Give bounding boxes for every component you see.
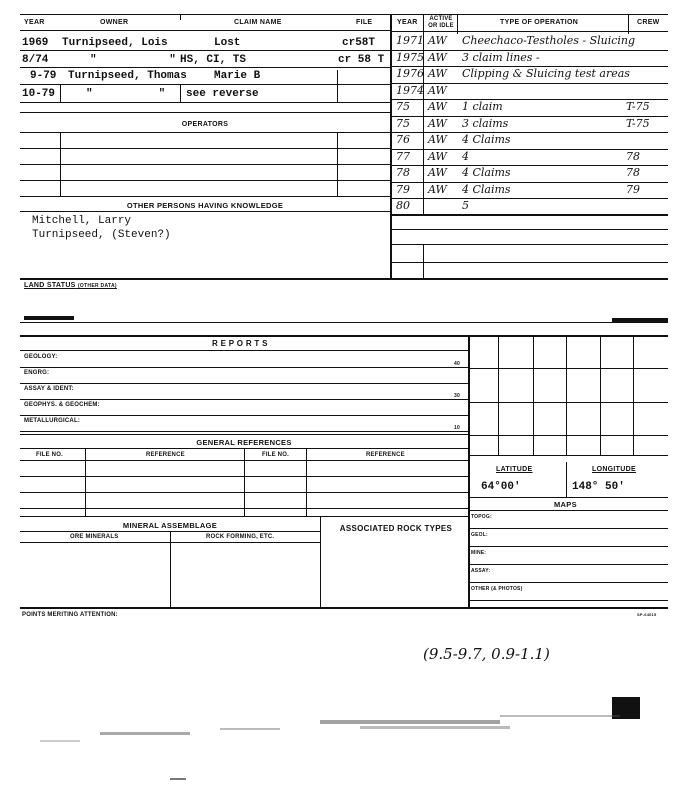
col-line [180,85,181,103]
col-line [180,14,181,20]
activity-type: 3 claims [462,116,509,130]
grid-line [600,335,601,455]
form-code: SP-64015 [637,612,657,617]
activity-year-header: YEAR [397,19,418,26]
activity-year: 75 [396,100,410,113]
activity-type: 5 [462,199,469,212]
latitude-value: 64°00' [481,481,521,493]
row-line [468,510,668,511]
claim-row-3-year: 9-79 [30,70,57,82]
report-label: GEOLOGY: [24,354,58,360]
row-line [390,31,668,32]
other-person-2: Turnipseed, (Steven?) [32,229,171,241]
claim-row-3-claim: Marie B [214,70,261,82]
report-label: ENGRG: [24,370,50,376]
activity-year: 1974 [396,83,424,97]
scan-mark [24,316,74,320]
claim-row-2-year: 8/74 [22,54,49,66]
col-line [244,448,245,516]
report-label: GEOPHYS. & GEOCHEM: [24,402,100,408]
row-line [390,229,668,230]
col-line [85,448,86,516]
gr-col2: REFERENCE [146,452,185,458]
map-label: MINE: [471,550,487,556]
report-num: 10 [454,425,460,431]
report-row-line [20,399,468,400]
header-divider [20,30,390,31]
grid-line [566,335,567,455]
map-label: OTHER (& PHOTOS) [471,586,523,592]
activity-type-header: TYPE OF OPERATION [500,19,579,26]
claim-row-4-owner: " " [86,88,166,100]
grid-line [468,435,668,436]
activity-year: 79 [396,182,410,196]
report-row-line [20,367,468,368]
col-line [337,132,338,196]
row-line [390,244,668,245]
col-file-header: FILE [356,19,373,26]
col-year-header: YEAR [24,19,45,26]
gr-col3: FILE NO. [262,452,289,458]
other-persons-title: OTHER PERSONS HAVING KNOWLEDGE [126,201,284,210]
activity-type: 1 claim [462,100,503,113]
activity-status: AW [428,149,447,163]
grid-line [498,335,499,455]
activity-status: AW [428,34,447,47]
activity-status: AW [428,116,447,130]
grid-line [533,335,534,455]
report-label: ASSAY & IDENT: [24,386,74,392]
row-line [20,132,390,133]
land-status-text: LAND STATUS [24,282,76,289]
activity-crew: 79 [626,182,640,196]
operators-title: OPERATORS [181,121,229,128]
col-owner-header: OWNER [100,19,129,26]
activity-year: 76 [396,133,410,146]
claim-row-3-owner: Turnipseed, Thomas [68,70,187,82]
col-line [170,531,171,607]
activity-left-border [390,14,392,279]
map-label: GEOL: [471,532,488,538]
row-line [20,102,390,103]
activity-status: AW [428,166,447,179]
map-label: TOPOG: [471,514,492,520]
ore-minerals-label: ORE MINERALS [70,534,119,540]
claim-row-4-year: 10-79 [22,88,56,100]
activity-status: AW [428,100,447,113]
col-line [306,448,307,516]
report-row-line [20,415,468,416]
row-line [390,214,668,215]
activity-type: 3 claim lines - [462,50,540,64]
activity-year: 78 [396,166,410,179]
grid-line [468,368,668,369]
land-status-line [20,278,668,280]
handwritten-note: (9.5-9.7, 0.9-1.1) [423,645,550,663]
row-line [20,50,390,51]
activity-status: AW [428,182,447,196]
activity-type: 4 Claims [462,166,511,179]
longitude-label: LONGITUDE [592,466,636,473]
top-border [20,14,668,15]
scan-noise [20,690,668,790]
activity-type: 4 Claims [462,133,511,146]
col-line [60,85,61,103]
col-line [60,132,61,196]
row-line [20,67,390,68]
claim-row-1-file: cr58T [342,37,376,49]
col-line [320,516,321,607]
row-line [468,497,668,498]
activity-year: 1971 [396,34,424,47]
row-line [20,196,390,197]
activity-status: AW [428,67,447,80]
points-meriting-label: POINTS MERITING ATTENTION: [22,612,118,618]
activity-status: AW [428,133,447,146]
col-claim-name-header: CLAIM NAME [234,19,282,26]
maps-title: MAPS [554,500,577,509]
longitude-value: 148° 50' [572,481,625,493]
activity-year: 1975 [396,50,424,64]
row-line [20,180,390,181]
activity-type: 4 [462,149,469,163]
row-line [20,164,390,165]
col-line [566,462,567,497]
land-status-sub: (OTHER DATA) [77,283,117,289]
activity-type: 4 Claims [462,182,511,196]
col-line [423,244,424,279]
report-num: 40 [454,361,460,367]
row-line [20,148,390,149]
map-row-line [468,600,668,601]
activity-year: 80 [396,199,410,212]
report-label: METALLURGICAL: [24,418,81,424]
claim-row-1-owner: Turnipseed, Lois [62,37,168,49]
land-status-label [24,282,117,289]
row-line [20,322,668,323]
activity-crew: 78 [626,149,640,163]
map-row-line [468,546,668,547]
map-row-line [468,582,668,583]
col-line [337,70,338,103]
row-line [20,211,390,212]
activity-status: AW [428,83,447,97]
map-row-line [468,528,668,529]
report-row-line [20,383,468,384]
activity-year: 77 [396,149,410,163]
row-line [390,262,668,263]
reports-line [20,335,668,337]
reports-title: R E P O R T S [212,339,268,348]
claim-row-2-file: cr 58 T [338,54,385,66]
row-line [20,112,390,113]
grid-line [633,335,634,455]
row-line [20,350,468,351]
gr-col1: FILE NO. [36,452,63,458]
report-num: 30 [454,393,460,399]
map-row-line [468,564,668,565]
row-line [20,434,468,435]
row-line [20,516,468,517]
activity-type: Clipping & Sluicing test areas [462,67,630,80]
activity-type: Cheechaco-Testholes - Sluicing [462,34,636,47]
general-refs-title: GENERAL REFERENCES [196,438,292,447]
claim-row-1-claim: Lost [214,37,241,49]
latitude-label: LATITUDE [496,466,533,473]
map-label: ASSAY: [471,568,491,574]
reports-right-border [468,335,470,607]
claim-row-2-owner: " " [90,54,176,66]
activity-active-header: ACTIVE OR IDLE [428,16,454,29]
activity-crew: T-75 [626,100,650,113]
activity-status: AW [428,50,447,64]
gr-col4: REFERENCE [366,452,405,458]
grid-line [468,402,668,403]
rock-forming-label: ROCK FORMING, ETC. [206,534,275,540]
activity-row-line [392,198,668,199]
report-row-line [20,431,468,432]
activity-year: 1976 [396,67,424,80]
claim-row-1-year: 1969 [22,37,49,49]
activity-crew: T-75 [626,116,650,130]
other-person-1: Mitchell, Larry [32,215,132,227]
activity-year: 75 [396,116,410,130]
claim-row-4-claim: see reverse [186,88,259,100]
assoc-rock-types: ASSOCIATED ROCK TYPES [339,524,453,533]
mineral-title: MINERAL ASSEMBLAGE [122,521,218,530]
bottom-line [20,607,668,609]
activity-crew: 78 [626,166,640,179]
claim-row-2-claim: HS, CI, TS [180,54,247,66]
row-line [20,84,390,85]
grid-line [468,455,668,456]
activity-crew-header: CREW [637,19,660,26]
